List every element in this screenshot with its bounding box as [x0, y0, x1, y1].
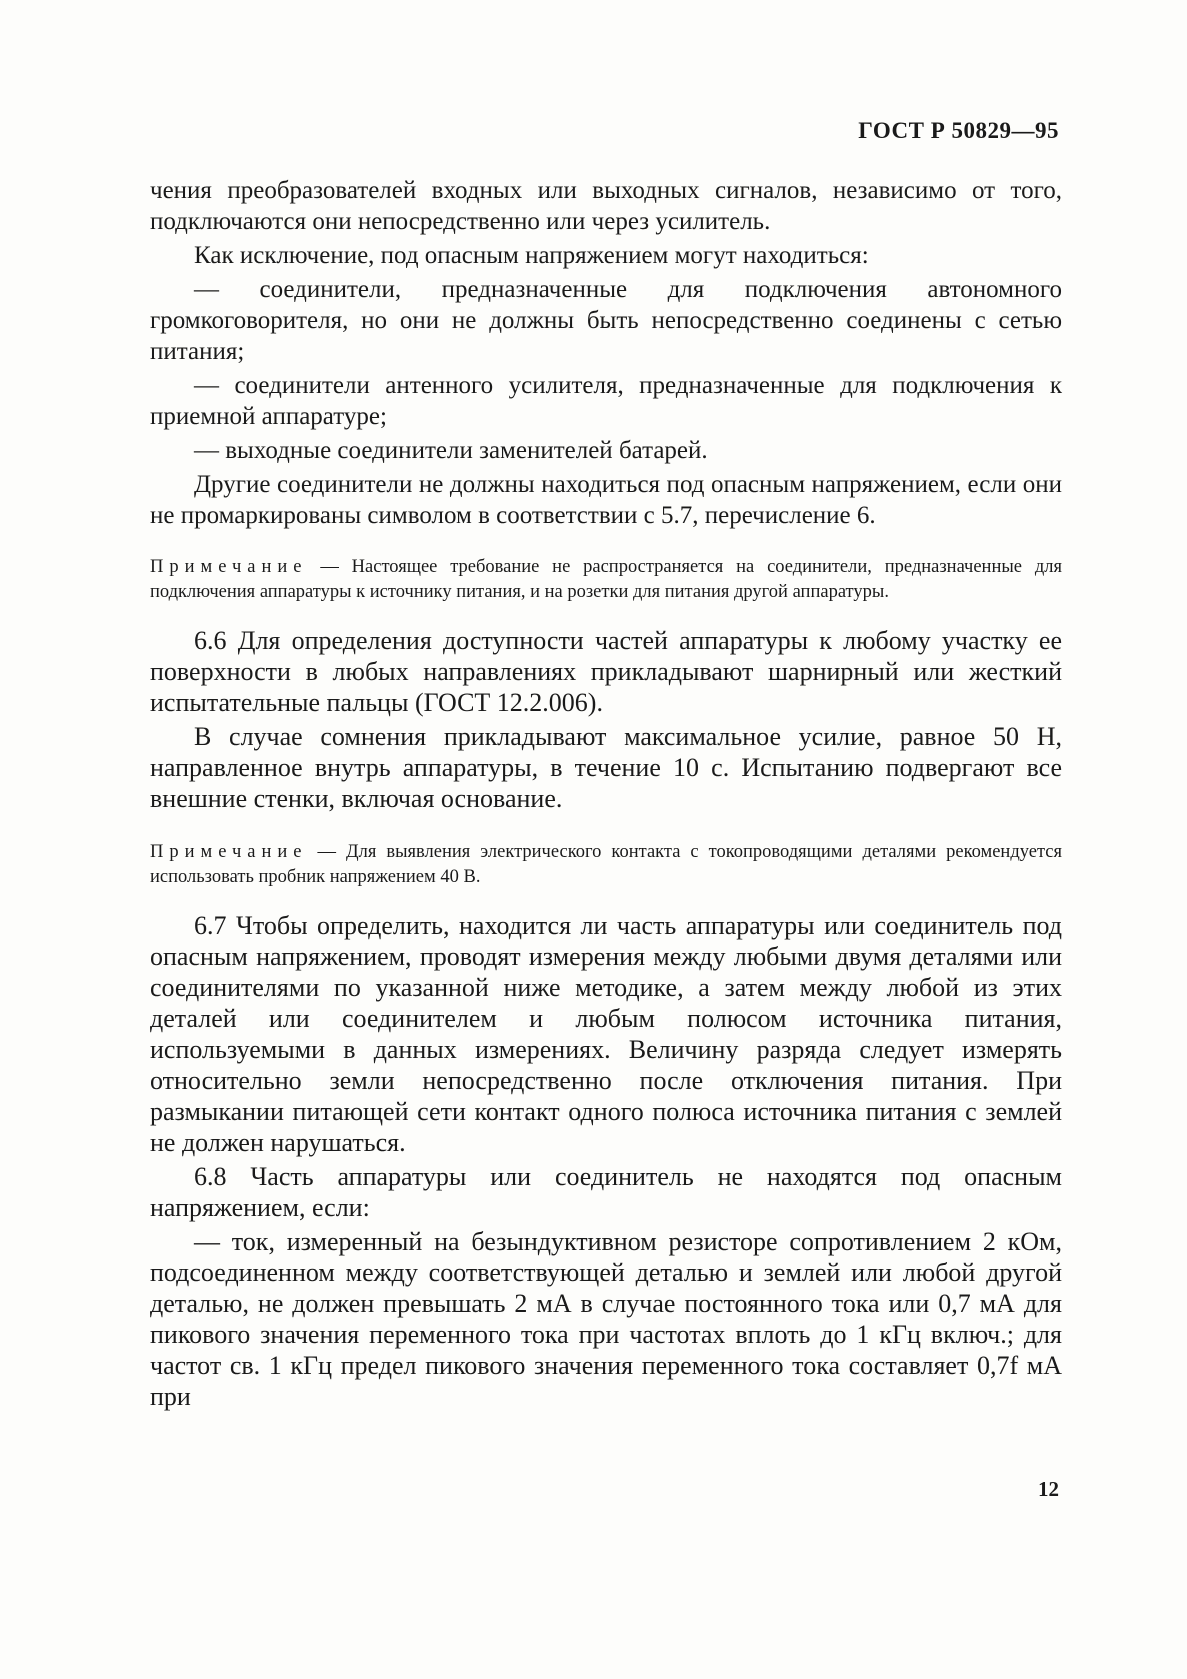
- paragraph-other-connectors: Другие соединители не должны находиться под опасным напряжением, если они не промаркированы символом в соответствии с 5.7, перечисление 6.: [150, 471, 1062, 529]
- note-1-text: — Настоящее требование не распространяется на соединители, предназначенные для подключения аппаратуры к источнику питания, и на розетки для питания другой аппаратуры.: [150, 557, 1062, 602]
- section-6-6-paragraph-1: 6.6 Для определения доступности частей аппаратуры к любому участку ее поверхности в любых направлениях прикладывают шарнирный или жесткий испытательные пальцы (ГОСТ 12.2.006).: [150, 626, 1062, 717]
- paragraph-continuation: чения преобразователей входных или выходных сигналов, независимо от того, подключаются они непосредственно или через усилитель.: [150, 177, 1062, 235]
- note-1: [150, 555, 1062, 605]
- note-block-1: [150, 555, 1062, 605]
- list-item-speaker-connectors: — соединители, предназначенные для подключения автономного громкоговорителя, но они не должны быть непосредственно соединены с сетью питания;: [150, 276, 1062, 365]
- standard-header: ГОСТ Р 50829—95: [858, 118, 1059, 143]
- note-2: [150, 840, 1062, 890]
- list-item-battery-connectors: — выходные соединители заменителей батарей.: [194, 437, 708, 464]
- page-number: 12: [1038, 1477, 1059, 1501]
- section-6-8-paragraph-2: — ток, измеренный на безындуктивном резисторе сопротивлением 2 кОм, подсоединенном между соответствующей деталью и землей или любой другой деталью, не должен превышать 2 мА в случае постоянного тока или 0,7 мА для пикового значения переменного тока при частотах вплоть до 1 кГц включ.; для частот св. 1 кГц предел пикового значения переменного тока составляет 0,7f мА при: [150, 1227, 1062, 1411]
- note-2-text: — Для выявления электрического контакта с токопроводящими деталями рекомендуется использовать пробник напряжением 40 В.: [150, 842, 1062, 887]
- list-item-antenna-connectors: — соединители антенного усилителя, предназначенные для подключения к приемной аппаратуре;: [150, 372, 1062, 430]
- note-block-2: [150, 840, 1062, 890]
- section-6-8-paragraph-1: 6.8 Часть аппаратуры или соединитель не находятся под опасным напряжением, если:: [150, 1162, 1062, 1222]
- note-1-label: Примечание: [150, 557, 308, 577]
- section-6-6-paragraph-2: В случае сомнения прикладывают максимальное усилие, равное 50 Н, направленное внутрь аппаратуры, в течение 10 с. Испытанию подвергают все внешние стенки, включая основание.: [150, 722, 1062, 813]
- section-6-7-paragraph: 6.7 Чтобы определить, находится ли часть аппаратуры или соединитель под опасным напряжением, проводят измерения между любыми двумя деталями или соединителями по указанной ниже методике, а затем между любой из этих деталей или соединителем и любым полюсом источника питания, используемыми в данных измерениях. Величину разряда следует измерять относительно земли непосредственно после отключения питания. При размыкании питающей сети контакт одного полюса источника питания с землей не должен нарушаться.: [150, 911, 1062, 1157]
- note-2-label: Примечание: [150, 842, 308, 862]
- page-content: [150, 175, 1062, 1412]
- paragraph-exception-intro: Как исключение, под опасным напряжением могут находиться:: [194, 242, 869, 269]
